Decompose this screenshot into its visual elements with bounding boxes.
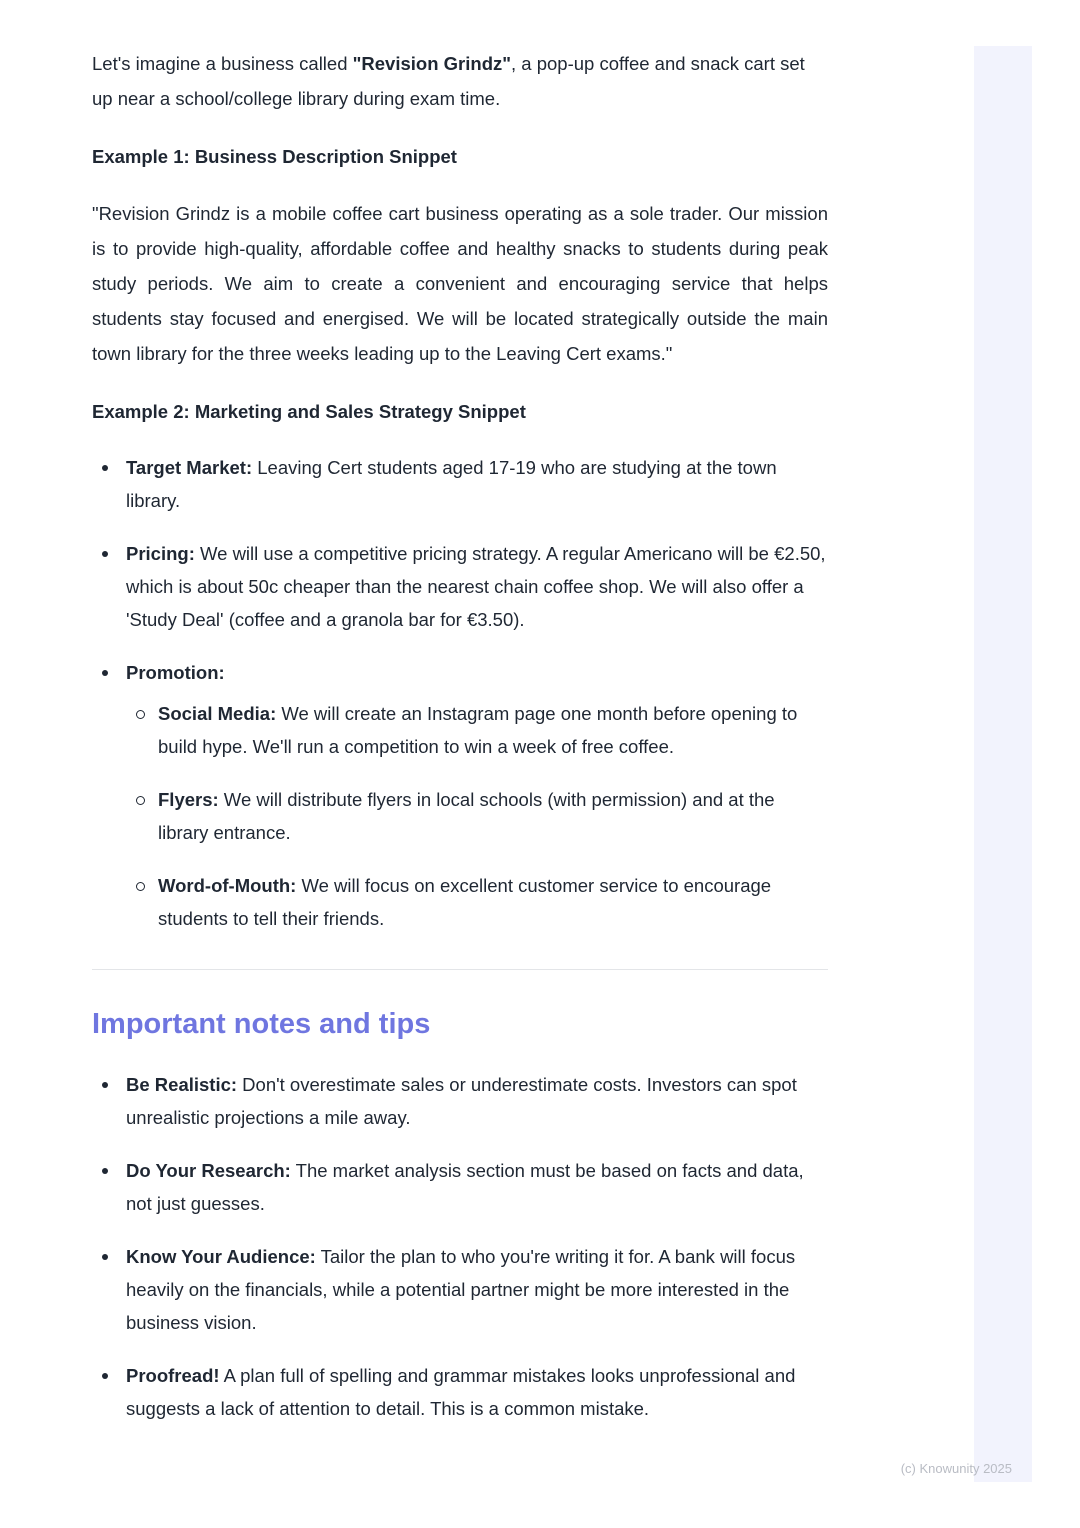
intro-prefix: Let's imagine a business called (92, 53, 353, 74)
list-item-label: Proofread! (126, 1365, 220, 1386)
intro-suffix: , a pop-up coffee and snack cart set up near a school/college library during exam time. (92, 53, 805, 109)
list-item-label: Promotion: (126, 662, 225, 683)
list-item (92, 1068, 828, 1134)
list-item-label: Be Realistic: (126, 1074, 238, 1095)
notes-list (92, 1068, 828, 1425)
example-2-heading: Example 2: Marketing and Sales Strategy Snippet (92, 401, 526, 422)
list-item-text: Don't overestimate sales or underestimate costs. Investors can spot unrealistic projections a mile away. (126, 1074, 797, 1128)
section-divider (92, 969, 828, 970)
list-item-text: We will distribute flyers in local schools (with permission) and at the library entrance. (158, 789, 775, 843)
list-item-label: Know Your Audience: (126, 1246, 316, 1267)
list-item-label: Target Market: (126, 457, 253, 478)
list-item-text: Tailor the plan to who you're writing it for. A bank will focus heavily on the financials, while a potential partner might be more interested in the business vision. (126, 1246, 796, 1333)
list-item-text: We will focus on excellent customer service to encourage students to tell their friends. (158, 875, 772, 929)
list-item-label: Word-of-Mouth: (158, 875, 297, 896)
list-item (92, 537, 828, 636)
list-item (126, 783, 828, 849)
list-item-label: Flyers: (158, 789, 219, 810)
list-item (92, 1240, 828, 1339)
list-item (126, 697, 828, 763)
list-item-text: We will use a competitive pricing strategy. A regular Americano will be €2.50, which is about 50c cheaper than the nearest chain coffee shop. We will also offer a 'Study Deal' (coffee and a granola bar for €3.50). (126, 543, 826, 630)
document-content (92, 46, 828, 1445)
side-panel (974, 46, 1032, 1482)
list-item-label: Pricing: (126, 543, 195, 564)
list-item-text: The market analysis section must be based on facts and data, not just guesses. (126, 1160, 804, 1214)
list-item-label: Do Your Research: (126, 1160, 291, 1181)
example-1-body: "Revision Grindz is a mobile coffee cart business operating as a sole trader. Our mission is to provide high-quality, affordable coffee and healthy snacks to students during peak study periods. We aim to create a convenient and encouraging service that helps students stay focused and energised. We will be located strategically outside the main town library for the three weeks leading up to the Leaving Cert exams." (92, 203, 828, 364)
intro-paragraph (92, 46, 828, 116)
watermark: (c) Knowunity 2025 (900, 1461, 1012, 1476)
list-item-label: Social Media: (158, 703, 277, 724)
list-item (92, 656, 828, 935)
list-item (126, 869, 828, 935)
list-item-text: We will create an Instagram page one month before opening to build hype. We'll run a competition to win a week of free coffee. (158, 703, 798, 757)
list-item-text: Leaving Cert students aged 17-19 who are studying at the town library. (126, 457, 777, 511)
intro-business-name: "Revision Grindz" (352, 53, 512, 74)
list-item (92, 1154, 828, 1220)
example-1-heading: Example 1: Business Description Snippet (92, 146, 457, 167)
list-item-text: A plan full of spelling and grammar mistakes looks unprofessional and suggests a lack of attention to detail. This is a common mistake. (126, 1365, 796, 1419)
list-item (92, 1359, 828, 1425)
list-item (92, 451, 828, 517)
promotion-sub-list (126, 697, 828, 935)
page-title: Important notes and tips (92, 1008, 431, 1040)
example-2-list (92, 451, 828, 935)
